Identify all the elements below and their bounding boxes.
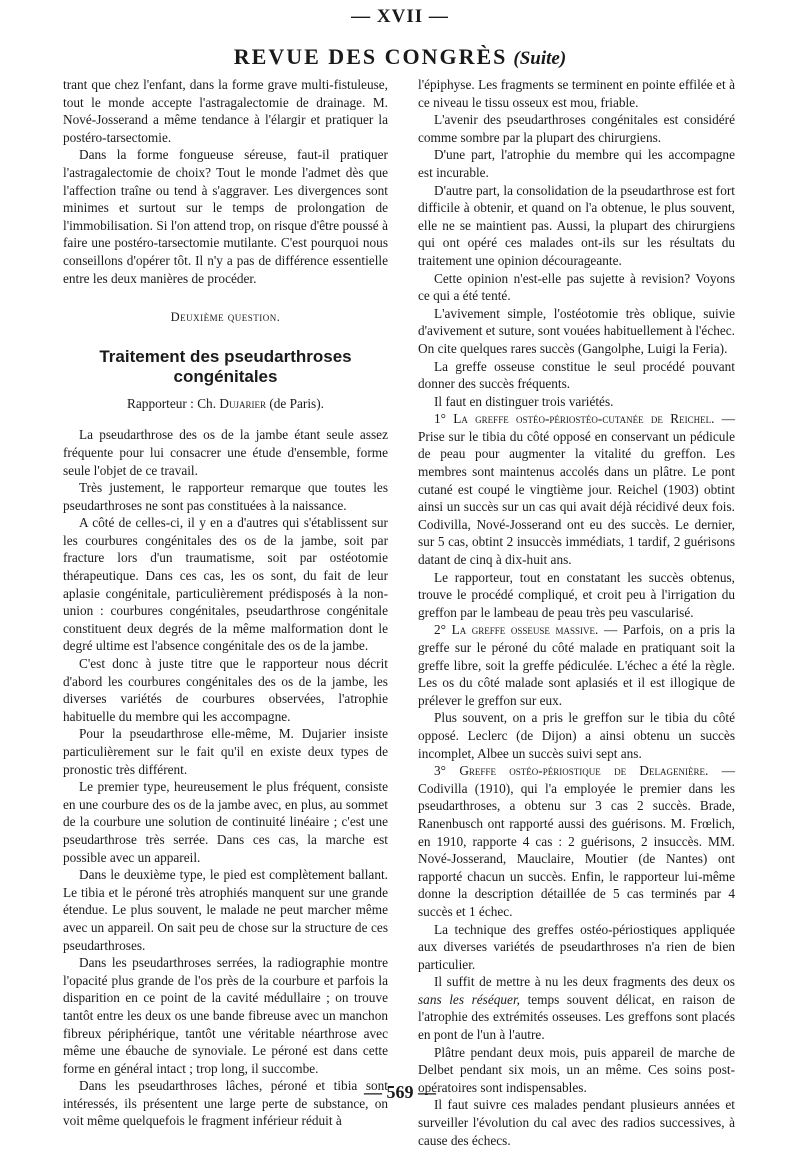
item-heading: La greffe ostéo-périostéo-cutanée de Reichel. [453,411,715,427]
paragraph: Plâtre pendant deux mois, puis appareil de marche de Delbet pendant six mois, un an même. Ces soins post-opératoires sont indispensables. [418,1044,735,1095]
rapporteur-name: Dujarier [219,395,266,411]
paragraph: Plus souvent, on a pris le greffon sur le tibia du côté opposé. Leclerc (de Dijon) a ainsi obtenu un succès incomplet, Albee un succès suivi sept ans. [418,710,735,761]
paragraph: Dans les pseudarthroses lâches, péroné et tibia sont intéressés, ils présentent une large perte de substance, on voit même quelquefois le fragment inférieur réduit à [63,1078,388,1129]
paragraph: D'autre part, la consolidation de la pseudarthrose est fort difficile à obtenir, et quand on l'a obtenue, le plus souvent, elle ne se maintient pas. Aussi, la plupart des chirurgiens qui ont opéré ces malades ont-ils sur les résultats du traitement une opinion décourageante. [418,182,735,268]
paragraph: Il faut suivre ces malades pendant plusieurs années et surveiller l'évolution du cal avec des radios successives, à cause des échecs. [418,1097,735,1148]
paragraph: Dans la forme fongueuse séreuse, faut-il pratiquer l'astragalectomie de choix? Tout le monde l'admet dès que l'affection traîne ou tend à s'aggraver. Les divergences sont minimes et surtout sur le temps de prolongation de l'immobilisation. Si l'on attend trop, on risque d'être poussé à faire une postéro-tarsectomie mutilante. C'est pourquoi nous conseillons d'opérer tôt. Il n'y a pas de différence essentielle entre les deux manières de procéder. [63,147,388,286]
paragraph: C'est donc à juste titre que le rapporteur nous décrit d'abord les courbures congénitales des os de la jambe, les diverses variétés de courbures observées, l'atrophie habituelle du membre qui les accompagne. [63,656,388,724]
paragraph: Cette opinion n'est-elle pas sujette à revision? Voyons ce qui a été tenté. [418,270,735,304]
item-text: — Parfois, on a pris la greffe sur le péroné du côté malade en pratiquant soit la greffe libre, soit la greffe pédiculée. L'échec a été la règle. Les os du côté malade sont aplasiés et il est illogique de prélever le greffon sur eux. [418,622,736,708]
text-run: Il suffit de mettre à nu les deux fragments des deux os [434,974,735,990]
paragraph-greffe-massive [418,621,735,709]
paragraph: D'une part, l'atrophie du membre qui les accompagne est incurable. [418,147,735,180]
paragraph: Le premier type, heureusement le plus fréquent, consiste en une courbure des os de la jambe avec, en plus, au sommet de la courbure une solution de continuité linéaire ; c'est une pseudarthrose très serrée. Dans ces cas, la marche est possible avec un appareil. [63,779,388,865]
paragraph: Dans le deuxième type, le pied est complètement ballant. Le tibia et le péroné très atrophiés manquent sur une grande étendue. Le plus souvent, le malade ne peut marcher même avec un appareil. On sait peu de chose sur la structure de ces pseudarthroses. [63,867,388,953]
paragraph: Il faut en distinguer trois variétés. [434,393,614,409]
paragraph: trant que chez l'enfant, dans la forme grave multi-fistuleuse, tout le monde accepte l'astragalectomie de drainage. M. Nové-Josserand a même tendance à l'élargir et pratiquer la postéro-tarsectomie. [63,77,388,145]
italic-run: sans les réséquer, [418,991,520,1007]
running-header [0,44,800,70]
paragraph-delageniere [418,762,735,920]
rapporteur-suffix: (de Paris). [269,395,324,411]
folio-roman-numeral: — XVII — [351,6,449,27]
item-text: — Codivilla (1910), qui l'a employée le premier dans les pseudarthroses, a obtenu sur 3 cas 2 succès. Brade, Ranenbusch ont rapporté aussi des guérisons. M. Frœlich, en 1910, rapporte 4 cas : 2 guérisons, 2 insuccès. MM. Nové-Josserand, Mauclaire, Moutier (de Nantes) ont rapporté chacun un succès. Enfin, le rapporteur lui-même donne la description détaillée de 5 cas terminés par 4 succès et 1 échec. [418,763,735,919]
right-column [418,76,735,1149]
paragraph: Le rapporteur, tout en constatant les succès obtenus, trouve le procédé compliqué, et croit peu à l'irrigation du greffon par le lambeau de peau très peu vascularisé. [418,569,735,620]
rapporteur-line [63,395,388,413]
paragraph: L'avenir des pseudarthroses congénitales est considéré comme sombre par la plupart des chirurgiens. [418,112,735,145]
item-number: 1° [434,411,446,427]
item-number: 3° [434,763,446,779]
paragraph: La greffe osseuse constitue le seul procédé pouvant donner des succès fréquents. [418,358,735,392]
paragraph: Pour la pseudarthrose elle-même, M. Dujarier insiste particulièrement sur le fait qu'il en existe deux types de pronostic très différent. [63,726,388,777]
paragraph: A côté de celles-ci, il y en a d'autres qui s'établissent sur les courbures congénitales des os de la jambe, soit par fracture lors d'un traumatisme, soit par ostéotomie thérapeutique. Dans ces cas, les os sont, du fait de leur aplasie congénitale, particulièrement prédisposés à la non-union : courbures congénitales, pseudarthrose congénitale constituent deux degrés de la même malformation dont le degré ultime est l'absence congénitale des os de la jambe. [63,515,388,654]
page-number: — 569 — [364,1082,436,1102]
paragraph: Très justement, le rapporteur remarque que toutes les pseudarthroses ne sont pas constituées à la naissance. [63,480,388,513]
paragraph: La pseudarthrose des os de la jambe étant seule assez fréquente pour lui consacrer une étude d'ensemble, forme seule l'objet de ce travail. [63,427,388,478]
item-number: 2° [434,622,446,638]
section-title: Traitement des pseudarthroses congénitales [99,346,352,386]
paragraph-reichel [418,410,735,568]
item-text: — Prise sur le tibia du côté opposé en conservant un pédicule de peau pour augmenter la vitalité du greffon. Les membres sont maintenus accolés dans un plâtre. Le pont cutané est coupé le vingtième jour. Reichel (1903) obtint ainsi un succès sur un cas qui avait déjà récidivé deux fois. Codivilla, Nové-Josserand ont eu des succès. Le dernier, sur 5 cas, obtint 2 insuccès immédiats, 1 tardif, 2 guérisons datant de cinq à dix-huit ans. [418,411,735,568]
paragraph: L'avivement simple, l'ostéotomie très oblique, suivie d'avivement et suture, sont vouées habituellement à l'échec. On cite quelques rares succès (Gangolphe, Luigi la Feria). [418,305,735,356]
question-label: Deuxième question. [170,310,281,325]
item-heading: Greffe ostéo-périostique de Delagenière. [459,763,709,779]
paragraph: Dans les pseudarthroses serrées, la radiographie montre l'opacité plus grande de l'os près de la courbure et parfois la disparition en ce point de la cavité médullaire ; on trouve tantôt entre les deux os une bande fibreuse avec un manchon fibreux périphérique, tantôt une véritable néarthrose avec même une ébauche de synoviale. Le péroné est dans cette forme en général intact ; trop long, il succombe. [63,955,388,1076]
header-suite: (Suite) [513,48,567,69]
rapporteur-prefix: Rapporteur : Ch. [127,395,217,411]
paragraph-technique [418,973,735,1043]
journal-title: REVUE DES CONGRÈS [233,44,508,69]
paragraph: l'épiphyse. Les fragments se terminent en pointe effilée et à ce niveau le tissu osseux est mou, friable. [418,77,735,110]
left-column [63,76,388,1130]
paragraph: La technique des greffes ostéo-périostiques appliquée aux diverses variétés de pseudarthroses n'a rien de bien particulier. [418,921,735,972]
text-run: temps souvent délicat, en raison de l'atrophie des extrémités osseuses. Les greffons sont placés en pont de l'un à l'autre. [418,991,736,1043]
item-heading: La greffe osseuse massive. [451,622,599,638]
